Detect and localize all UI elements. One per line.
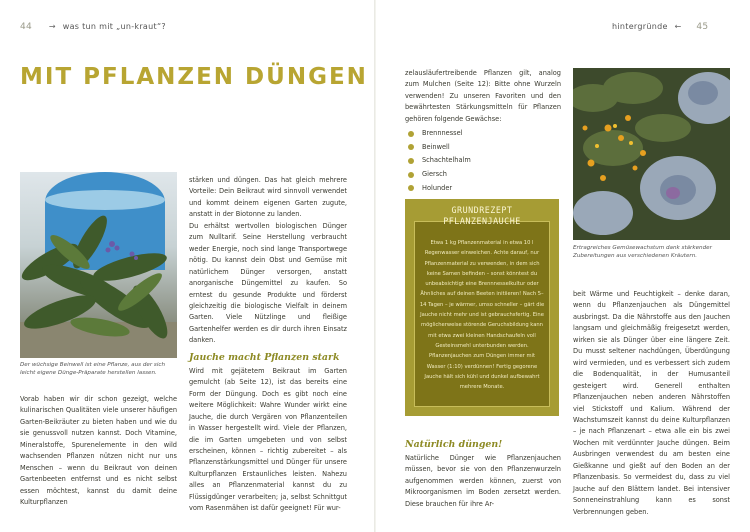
column-3-text [405,68,561,195]
arrow-right-icon: → [48,22,56,31]
list-item: Brennnessel [405,127,561,141]
left-header [20,22,166,32]
paragraph: zelausläufertreibende Pflanzen gilt, analog zum Mulchen (Seite 12): Bitte ohne Wurzeln verwenden! Zu unseren Favoriten und den bewährtesten Stärkungsmitteln für Pflanzen gehören folgende Gewächse: [405,69,561,123]
recipe-title [405,205,559,227]
list-item: Holunder [405,182,561,196]
list-item: Giersch [405,168,561,182]
page-title: MIT PFLANZEN DÜNGEN [20,64,368,90]
right-header [612,22,708,32]
column-2-text [189,175,347,515]
recipe-title-line-1: GRUNDREZEPT [451,205,513,215]
left-running-title: was tun mit „un-kraut“? [62,22,166,31]
right-running-title: hintergründe [612,22,668,31]
paragraph: Du erhältst wertvollen biologischen Dünger zum Nulltarif. Seine Herstellung verbraucht weder Energie, noch sind lange Transportwege nötig. Du kannst dein Obst und Gemüse mit natürlichem Dünger versorgen, anstatt anorganische Düngemittel zu kaufen. So erntest du gesunde Produkte und förderst gleichzeitig die biologische Vielfalt in deinem Garten. Viele Nützlinge und fleißige Gartenhelfer werden es dir durch ihren Einsatz danken. [189,221,347,345]
paragraph: stärken und düngen. Das hat gleich mehrere Vorteile: Dein Beikraut wird sinnvoll verwendet und kommt deinem eigenen Garten zugute, anstatt in der Biotonne zu landen. [189,176,347,219]
page-gutter [374,0,376,532]
subheading-natuerlich: Natürlich düngen! [405,439,503,450]
list-item: Beinwell [405,141,561,155]
paragraph: beit Wärme und Feuchtigkeit – denke daran, wenn du Pflanzenjauchen als Düngemittel ausbringst. Da die Nährstoffe aus den Jauchen langsam und gleichmäßig freigesetzt werden, wirken sie als Dünger über eine längere Zeit. Du musst seltener nachdüngen, Überdüngung wird vermieden, und es verbessert sich zudem die Bodenqualität, in der Humusanteil gesteigert wird. Generell enthalten Pflanzenjauchen neben anderen Nährstoffen viel Stickstoff und Kalium. Während der Wachstumszeit kannst du deine Kulturpflanzen – je nach Pflanzenart – etwa alle ein bis zwei Wochen mit verdünnter Jauche düngen. Beim Ausbringen verwendest du am besten eine Gießkanne und gießt auf den Boden an der Pflanzenbasis. So vermeidest du, dass zu viel Jauche auf den Blättern landet. Bei intensiver Sonneneinstrahlung kann es sonst Verbrennungen geben. [573,290,730,516]
column-1-text [20,394,177,509]
column-3-lower-text [405,438,561,510]
recipe-title-line-2: PFLANZENJAUCHE [443,216,521,226]
plant-list [405,127,561,195]
left-page-number: 44 [20,22,33,32]
recipe-text: Etwa 1 kg Pflanzenmaterial in etwa 10 l Regenwasser einweichen. Achte darauf, nur Pflanzenmaterial zu verwenden, in dem sich keine Samen befinden – sonst könntest du unbeabsichtigt eine Brennnesselkultur oder Ähnliches auf deinen Beeten initiieren! Nach 5–14 Tagen – je wärmer, umso schneller – gärt die Jauche nicht mehr und ist gebrauchsfertig. Eine möglicherweise störende Geruchsbildung kann mit etwa zwei kleinen Handschaufeln voll Gesteinsmehl unterbunden werden. Pflanzenjauchen zum Düngen immer mit Wasser (1:10) verdünnen! Fertig gegorene Jauche hält sich kühl und dunkel aufbewahrt mehrere Monate. [419,240,545,391]
arrow-left-icon: ← [674,22,682,31]
paragraph: Natürliche Dünger wie Pflanzenjauchen müssen, bevor sie von den Pflanzenwurzeln aufgenommen werden können, zuerst von Mikroorganismen im Boden zersetzt werden. Diese brauchen für ihre Ar- [405,454,561,508]
right-page-number: 45 [696,22,709,32]
column-4-text [573,289,730,518]
list-item: Schachtelhalm [405,154,561,168]
left-photo-caption: Der wüchsige Beinwell ist eine Pflanze, aus der sich leicht eigene Dünge-Präparate herstellen lassen. [20,362,166,376]
vegetable-garden-photo [573,68,730,240]
subheading-jauche: Jauche macht Pflanzen stark [189,351,340,363]
paragraph: Wird mit gejätetem Beikraut im Garten gemulcht (ab Seite 12), ist das bereits eine Form der Düngung. Doch es gibt noch eine weitere Möglichkeit: Wahre Wunder wirkt eine Jauche, die durch Vergären von Pflanzenteilen in Wasser hergestellt wird. Viele der Pflanzen, die im Garten umgebeten und von selbst erscheinen, können – richtig zubereitet – als Pflanzenstärkungsmittel und Dünger für unsere Kulturpflanzen Erstaunliches leisten. Nahezu alles an Pflanzenmaterial kannst du zu Flüssigdünger verarbeiten; ja, selbst Schnittgut vom Rasenmähen ist dafür geeignet! Für wur- [189,366,347,513]
right-photo-caption: Ertragreiches Gemüsewachstum dank stärkender Zubereitungen aus verschiedenen Kräutern. [573,245,712,259]
comfrey-photo [20,172,177,358]
paragraph: Vorab haben wir dir schon gezeigt, welche kulinarischen Qualitäten viele unserer häufigen Garten-Beikräuter zu bieten haben und wie du sie genussvoll nutzen kannst. Doch Vitamine, Mineralstoffe, Spurenelemente in den wild wachsenden Pflanzen nützen nicht nur uns Menschen – wenn du Beikraut von deinen Gartenbeeten entfernst und es nicht selbst essen möchtest, kannst du damit deine Kulturpflanzen [20,395,177,507]
